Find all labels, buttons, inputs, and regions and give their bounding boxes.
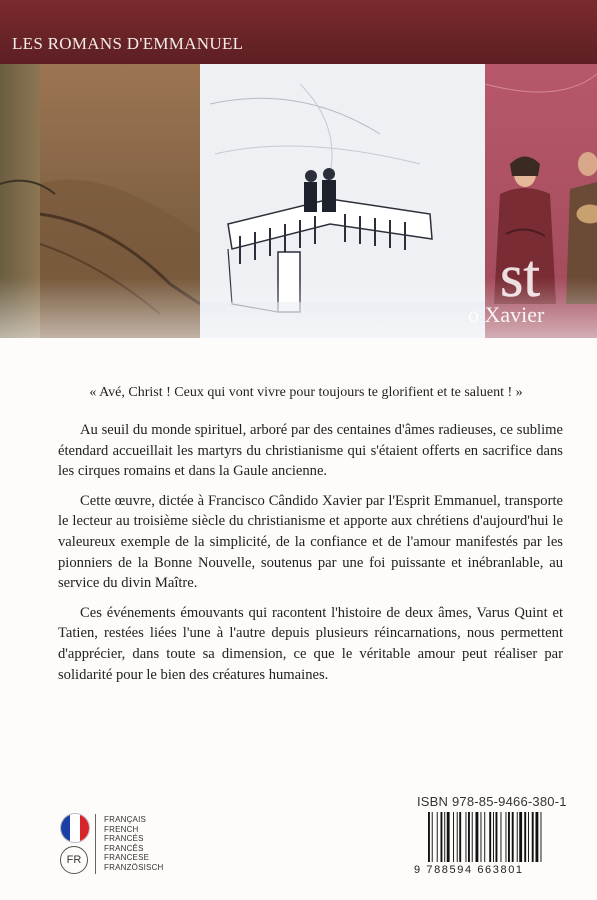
series-title: LES ROMANS D'EMMANUEL: [12, 34, 244, 53]
cover-illustration: [0, 64, 597, 338]
language-item: FRANCESE: [104, 853, 150, 863]
language-item: FRANÇAIS: [104, 815, 147, 824]
language-item: FRANCÉS: [104, 834, 144, 844]
language-code-badge: FR: [60, 846, 88, 874]
language-item: FRANZÖSISCH: [104, 862, 164, 872]
language-item: FRENCH: [104, 824, 139, 834]
french-flag-icon: [60, 813, 90, 843]
isbn-label: ISBN 978-85-9466-380-1: [417, 794, 567, 809]
barcode-icon: [428, 812, 566, 862]
epigraph-quote: « Avé, Christ ! Ceux qui vont vivre pour toujours te glorifient et te saluent ! »: [89, 385, 523, 400]
top-band: [0, 0, 597, 64]
language-list: [104, 815, 164, 873]
blurb-paragraph-2: Cette œuvre, dictée à Francisco Cândido Xavier par l'Esprit Emmanuel, transporte le lecteur au troisième siècle du christianisme et apporte aux chrétiens d'aujourd'hui le valeureux exemple de la simplicité, de la confiance et de l'amour manifestés par les pionniers de la Bonne Nouvelle, soutenus par une foi puissante et inébranlable, au service du divin Maître.: [58, 492, 563, 592]
blurb-paragraph-3: Ces événements émouvants qui racontent l'histoire de deux âmes, Varus Quint et Tatien, restées liées l'une à l'autre depuis plusieurs réincarnations, nous permettent d'apprécier, dans toute sa dimension, ce que le véritable amour peut réaliser par solidarité pour le bien des créatures humaines.: [58, 604, 563, 683]
divider: [95, 814, 96, 874]
barcode-digits: 9 788594 663801: [414, 864, 524, 876]
blurb-paragraph-1: Au seuil du monde spirituel, arboré par des centaines d'âmes radieuses, ce sublime étendard accueillait les martyrs du christianisme qui s'étaient offerts en sacrifice dans les cirques romains et dans la Gaule ancienne.: [58, 422, 563, 480]
language-item: FRANCÊS: [104, 843, 144, 853]
back-cover-blurb: [58, 420, 563, 694]
